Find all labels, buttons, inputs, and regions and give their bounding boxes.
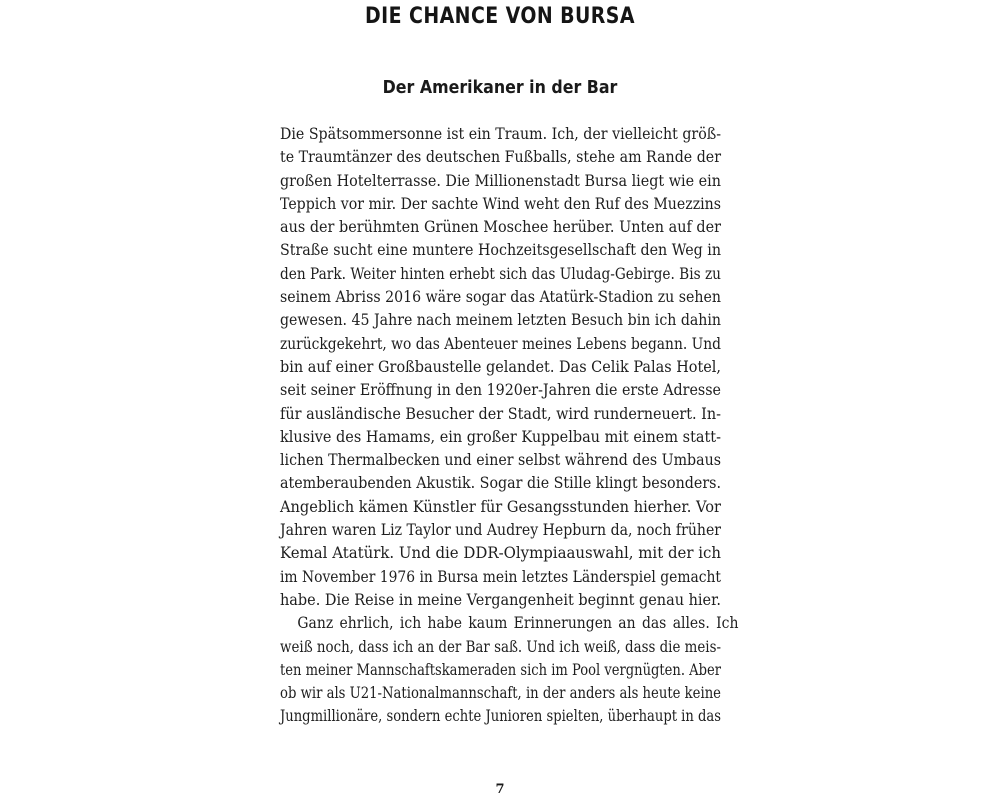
text-line: aus der berühmten Grünen Moschee herüber. Unten auf der	[280, 217, 721, 237]
text-line: seinem Abriss 2016 wäre sogar das Atatürk-Stadion zu sehen	[280, 287, 721, 307]
text-line: für ausländische Besucher der Stadt, wird runderneuert. In-	[280, 403, 721, 423]
body-text	[280, 122, 739, 728]
text-line: im November 1976 in Bursa mein letztes Länderspiel gemacht	[280, 566, 721, 586]
text-line: Angeblich kämen Künstler für Gesangsstunden hierher. Vor	[280, 496, 721, 516]
section-title: Der Amerikaner in der Bar	[382, 77, 618, 98]
text-line: Ganz ehrlich, ich habe kaum Erinnerungen an das alles. Ich	[297, 613, 739, 633]
text-line: Jahren waren Liz Taylor und Audrey Hepburn da, noch früher	[280, 520, 721, 540]
text-line: lichen Thermalbecken und einer selbst während des Umbaus	[280, 450, 721, 470]
text-line: habe. Die Reise in meine Vergangenheit beginnt genau hier.	[280, 589, 721, 609]
text-line: ob wir als U21-Nationalmannschaft, in der anders als heute keine	[280, 683, 721, 703]
text-line: seit seiner Eröffnung in den 1920er-Jahren die erste Adresse	[280, 380, 721, 400]
paragraph-2	[280, 611, 739, 727]
page-number: 7	[495, 782, 505, 797]
chapter-title: DIE CHANCE VON BURSA	[365, 4, 635, 29]
text-line: zurückgekehrt, wo das Abenteuer meines Lebens begann. Und	[280, 333, 721, 353]
paragraph-1	[280, 122, 721, 611]
text-line: bin auf einer Großbaustelle gelandet. Das Celik Palas Hotel,	[280, 356, 721, 376]
text-line: Jungmillionäre, sondern echte Junioren spielten, überhaupt in das	[280, 706, 721, 726]
text-line: Die Spätsommersonne ist ein Traum. Ich, der vielleicht größ-	[280, 124, 721, 143]
text-line: weiß noch, dass ich an der Bar saß. Und ich weiß, dass die meis-	[280, 636, 721, 656]
text-line: großen Hotelterrasse. Die Millionenstadt Bursa liegt wie ein	[280, 170, 721, 190]
text-line: Teppich vor mir. Der sachte Wind weht den Ruf des Muezzins	[280, 193, 721, 213]
text-line: klusive des Hamams, ein großer Kuppelbau mit einem statt-	[280, 426, 721, 446]
text-line: Kemal Atatürk. Und die DDR-Olympiaauswahl, mit der ich	[280, 543, 721, 563]
text-line: atemberaubenden Akustik. Sogar die Stille klingt besonders.	[280, 473, 721, 493]
text-line: ten meiner Mannschaftskameraden sich im Pool vergnügten. Aber	[280, 659, 721, 679]
text-line: gewesen. 45 Jahre nach meinem letzten Besuch bin ich dahin	[280, 310, 721, 330]
text-line: den Park. Weiter hinten erhebt sich das Uludag-Gebirge. Bis zu	[280, 263, 721, 283]
text-line: Straße sucht eine muntere Hochzeitsgesellschaft den Weg in	[280, 240, 721, 260]
text-line: te Traumtänzer des deutschen Fußballs, stehe am Rande der	[280, 147, 721, 167]
